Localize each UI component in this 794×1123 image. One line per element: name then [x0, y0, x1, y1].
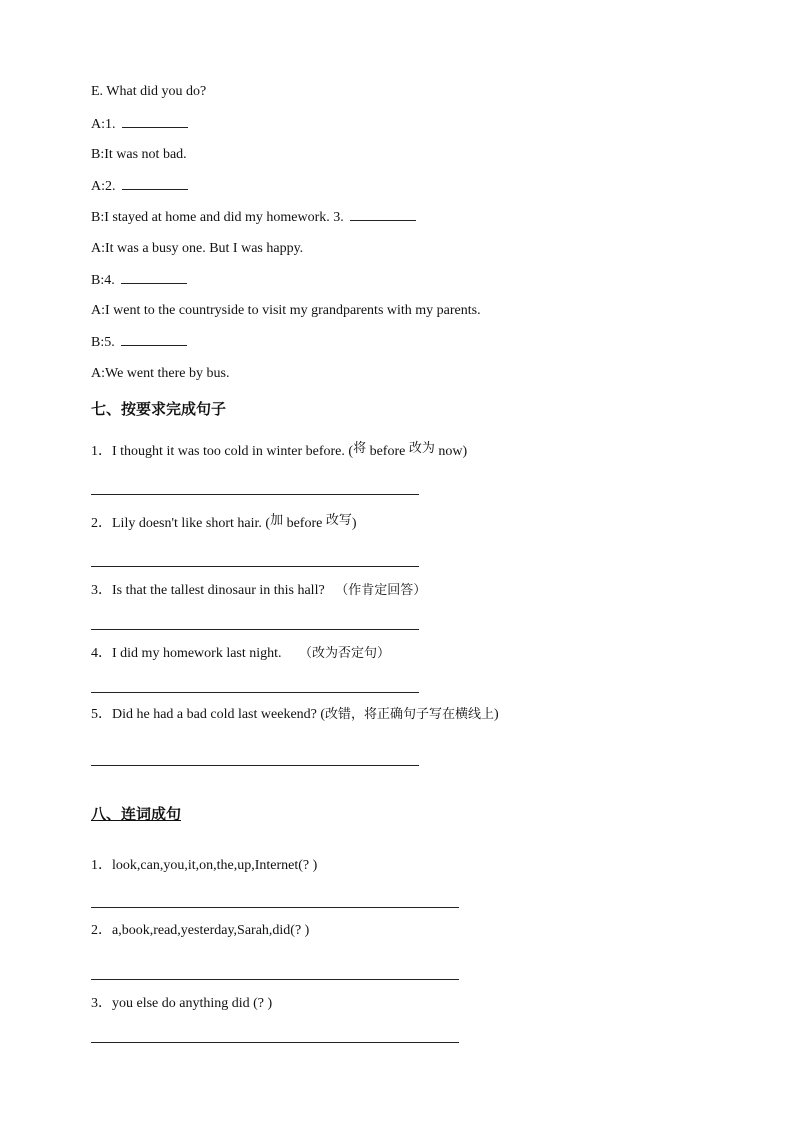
section-8-title: 八、连词成句: [91, 805, 182, 823]
answer-line[interactable]: [91, 692, 419, 693]
question-text: 1．I thought it was too cold in winter before. (: [91, 444, 354, 459]
answer-blank[interactable]: [122, 115, 188, 128]
answer-blank[interactable]: [121, 271, 187, 284]
dialogue-line-7: [91, 302, 481, 320]
dialogue-text: A:1.: [91, 117, 116, 132]
instruction-text: 改写: [325, 513, 352, 528]
option-e: E. What did you do?: [91, 84, 207, 99]
dialogue-line-6: [91, 271, 187, 290]
dialogue-line-5: [91, 240, 303, 258]
s7-question-4: [91, 645, 390, 663]
question-text: 5．Did he had a bad cold last weekend? (: [91, 707, 326, 722]
s8-question-1: [91, 857, 317, 875]
s8-question-3: [91, 995, 272, 1013]
answer-line[interactable]: [91, 907, 459, 908]
instruction-text: 改为: [408, 441, 435, 456]
answer-line[interactable]: [91, 566, 419, 567]
dialogue-line-3: [91, 177, 188, 196]
answer-line[interactable]: [91, 1042, 459, 1043]
answer-blank[interactable]: [122, 177, 188, 190]
question-text: 4．I did my homework last night.: [91, 646, 282, 661]
dialogue-text: A:I went to the countryside to visit my grandparents with my parents.: [91, 303, 481, 318]
s7-question-2: [91, 515, 357, 533]
section-7-title: 七、按要求完成句子: [91, 400, 227, 418]
answer-line[interactable]: [91, 494, 419, 495]
answer-line[interactable]: [91, 765, 419, 766]
question-text: ): [351, 516, 357, 531]
instruction-text: 将: [353, 441, 367, 456]
dialogue-line-4: [91, 208, 416, 227]
dialogue-text: A:We went there by bus.: [91, 366, 230, 381]
dialogue-line-2: [91, 146, 187, 164]
answer-blank[interactable]: [121, 333, 187, 346]
instruction-text: （作肯定回答）: [335, 583, 427, 598]
answer-blank[interactable]: [350, 208, 416, 221]
dialogue-text: B:It was not bad.: [91, 147, 187, 162]
question-text: now): [434, 444, 468, 459]
question-text: ): [494, 707, 499, 722]
s8-question-2: [91, 922, 309, 940]
question-text: 1．look,can,you,it,on,the,up,Internet(? ): [91, 858, 318, 873]
question-text: 3．Is that the tallest dinosaur in this hall?: [91, 583, 325, 598]
dialogue-text: B:I stayed at home and did my homework. 3.: [91, 210, 344, 225]
answer-line[interactable]: [91, 629, 419, 630]
question-text: before: [366, 444, 409, 459]
question-text: before: [283, 516, 326, 531]
s7-question-3: [91, 582, 426, 600]
instruction-text: 加: [270, 513, 284, 528]
dialogue-line-1: [91, 115, 188, 134]
question-text: 3．you else do anything did (? ): [91, 996, 273, 1011]
dialogue-text: A:It was a busy one. But I was happy.: [91, 241, 304, 256]
instruction-text: 改错，将正确句子写在横线上: [325, 707, 495, 722]
s7-question-1: [91, 443, 467, 461]
instruction-text: （改为否定句）: [299, 646, 391, 661]
answer-line[interactable]: [91, 979, 459, 980]
dialogue-line-9: [91, 365, 229, 383]
question-text: 2．a,book,read,yesterday,Sarah,did(? ): [91, 923, 310, 938]
s7-question-5: [91, 706, 499, 724]
dialogue-line-8: [91, 333, 187, 352]
dialogue-text: A:2.: [91, 179, 116, 194]
dialogue-text: B:4.: [91, 273, 115, 288]
question-text: 2．Lily doesn't like short hair. (: [91, 516, 271, 531]
dialogue-text: B:5.: [91, 335, 115, 350]
